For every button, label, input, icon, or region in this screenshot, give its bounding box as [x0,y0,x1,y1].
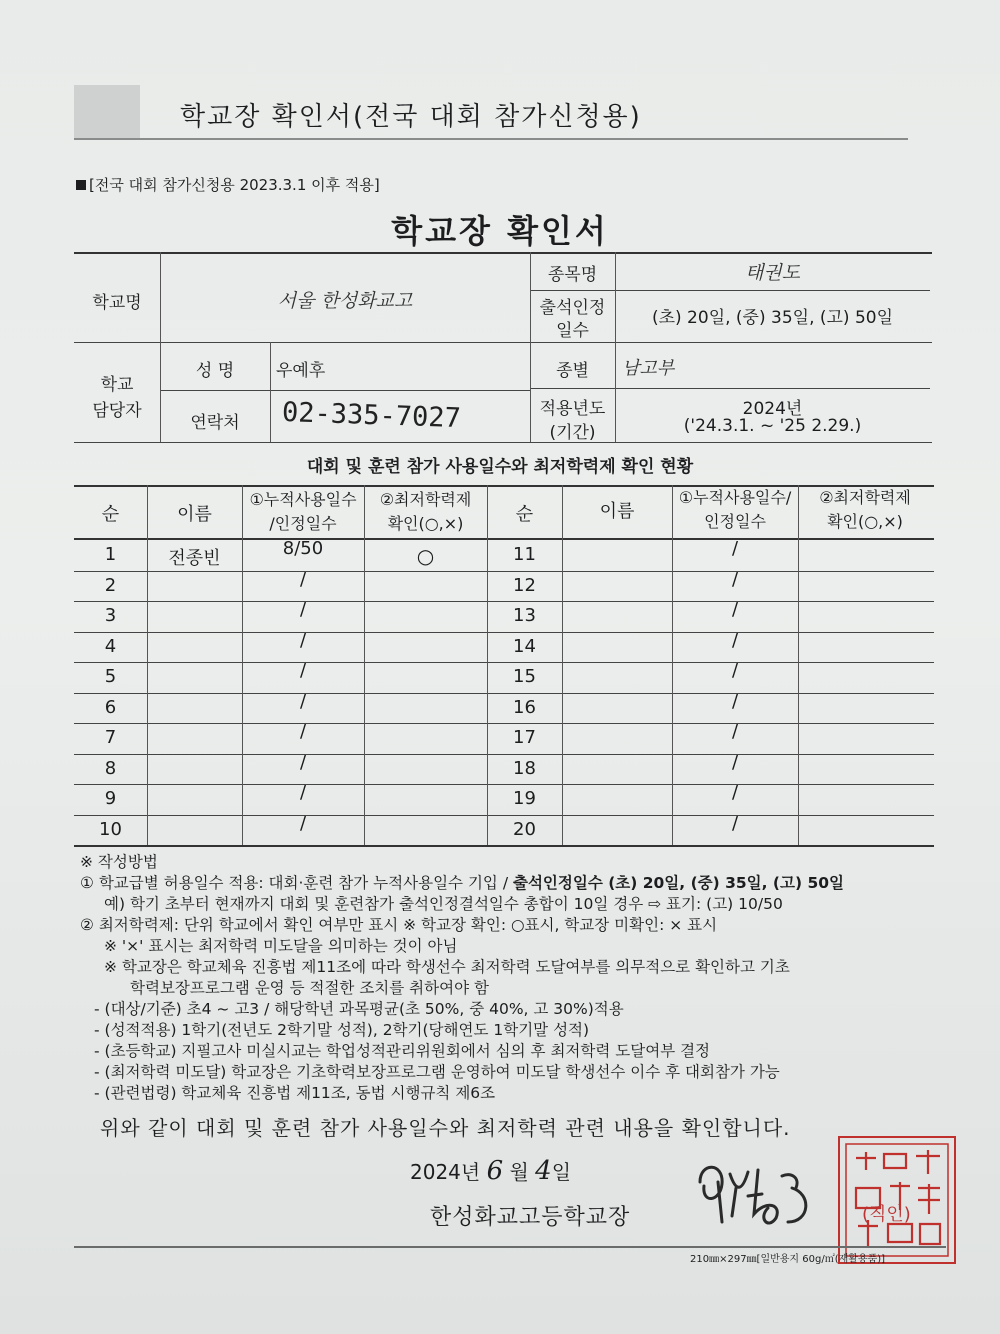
table-cell-days: / [731,782,739,803]
table-row-line [74,754,934,755]
note-2-sub-2b: 학력보장프로그램 운영 등 적절한 조치를 취하여야 함 [130,979,489,997]
name-value: 우예후 [276,361,326,381]
date-month: 6 [486,1156,504,1186]
square-bullet-icon [76,180,86,190]
table-column-line [798,485,799,845]
table-cell-no: 18 [513,757,536,779]
seal-label: (직인) [862,1204,911,1225]
detail-law: - (관련법령) 학교체육 진흥법 제11조, 동법 시행규칙 제6조 [94,1084,496,1102]
table-cell-days: / [731,721,739,742]
info-divider [270,342,271,442]
table-cell-days: / [731,599,739,620]
year-value: 2024년 [742,399,803,419]
table-row-line [74,571,934,572]
header-shade [74,85,140,140]
sport-value: 태권도 [744,262,801,284]
table-cell-days: / [299,629,307,651]
sport-label: 종목명 [547,265,598,285]
date-year: 2024년 [410,1160,481,1184]
confirmation-statement: 위와 같이 대회 및 훈련 참가 사용일수와 최저학력 관련 내용을 확인합니다. [100,1116,791,1140]
info-line [530,290,930,291]
date-month-unit: 월 [509,1160,529,1184]
table-caption: 대회 및 훈련 참가 사용일수와 최저학력제 확인 현황 [306,457,694,477]
table-cell-no: 17 [513,727,536,748]
table-column-line [562,485,563,845]
category-label: 종별 [556,361,589,381]
footer-rule [74,1246,946,1248]
table-cell-days: / [731,812,739,834]
table-cell-no: 4 [104,635,117,657]
note-1 [80,873,960,894]
header-name-right: 이름 [599,501,635,522]
heading-rule [74,138,908,140]
principal-signature [692,1152,822,1232]
detail-grades: - (성적적용) 1학기(전년도 2학기말 성적), 2학기(당해연도 1학기말 성적) [94,1021,590,1039]
manager-label-1: 학교 [100,375,134,395]
table-cell-days: / [731,538,739,559]
table-cell-no: 13 [513,605,536,626]
table-row-line [74,784,934,785]
table-cell-days: / [299,690,307,712]
header-min-1: ②최저학력제 [379,490,472,509]
table-cell-days: / [299,751,307,773]
table-cell-days: / [299,782,307,803]
header-days-right-1: ①누적사용일수/ [678,488,792,507]
school-label: 학교명 [92,293,142,313]
attend-label-1: 출석인정 [539,298,606,318]
table-row-line [74,632,934,633]
table-cell-min: ○ [416,544,435,568]
issue-date [410,1156,571,1186]
table-cell-no: 16 [513,696,536,718]
document-heading: 학교장 확인서(전국 대회 참가신청용) [180,102,642,132]
name-label: 성 명 [195,361,235,381]
header-no-right: 순 [515,504,534,525]
table-cell-days: / [731,629,739,651]
table-cell-days: / [731,751,739,773]
instructions [80,852,960,1104]
table-cell-no: 8 [104,757,117,779]
table-cell-no: 14 [513,635,536,657]
contact-label: 연락처 [190,413,240,433]
date-day-unit: 일 [551,1160,572,1184]
table-cell-no: 11 [513,544,536,565]
table-row-line [74,815,934,816]
detail-below-minimum: - (최저학력 미도달) 학교장은 기초학력보장프로그램 운영하여 미도달 학생선수 이수 후 대회참가 가능 [94,1063,780,1081]
table-cell-no: 19 [513,788,536,809]
date-day: 4 [535,1156,552,1186]
table-row-line [74,723,934,724]
table-cell-days: / [299,599,307,620]
table-cell-name: 전종빈 [168,548,221,569]
table-row-line [74,845,934,847]
detail-elementary: - (초등학교) 지필고사 미실시교는 학업성적관리위원회에서 심의 후 최저학력 도달여부 결정 [94,1042,711,1060]
table-cell-no: 1 [104,544,117,565]
header-days-1: ①누적사용일수 [249,490,357,509]
table-cell-no: 15 [513,666,536,687]
info-line [530,388,930,389]
table-row-line [74,601,934,602]
table-cell-no: 12 [513,574,536,596]
table-cell-no: 20 [513,818,536,840]
header-min-right-2: 확인(○,×) [827,512,903,531]
header-days-2: /인정일수 [269,514,337,533]
notes-heading: ※ 작성방법 [80,853,158,871]
note-1-emphasis: 출석인정일수 (초) 20일, (중) 35일, (고) 50일 [512,874,845,892]
form-title: 학교장 확인서 [391,212,609,250]
header-no: 순 [101,504,120,525]
note-2-sub-2: ※ 학교장은 학교체육 진흥법 제11조에 따라 학생선수 최저학력 도달여부를 의무적으로 확인하고 기초 [104,958,790,976]
table-cell-no: 9 [104,788,117,809]
contact-value: 02-335-7027 [281,396,462,435]
note-2: ② 최저학력제: 단위 학교에서 확인 여부만 표시 ※ 학교장 확인: ○표시, 학교장 미확인: × 표시 [80,916,718,934]
year-label-2: (기간) [549,423,596,443]
detail-target: - (대상/기준) 초4 ~ 고3 / 해당학년 과목평균(초 50%, 중 40%, 고 30%)적용 [94,1000,624,1018]
applies-text: [전국 대회 참가신청용 2023.3.1 이후 적용] [89,176,380,194]
header-name: 이름 [177,504,212,525]
table-cell-days: / [299,660,307,681]
table-cell-days: / [299,568,307,590]
info-line [74,342,932,343]
table-row-line [74,662,934,663]
info-top-border [74,252,932,254]
table-cell-no: 3 [104,605,117,626]
table-cell-no: 2 [104,574,117,596]
header-days-right-2: 인정일수 [704,512,766,531]
applies-note [76,174,380,195]
note-2-sub-1: ※ '×' 표시는 최저학력 미도달을 의미하는 것이 아님 [104,937,458,955]
info-line [74,442,932,443]
year-label-1: 적용년도 [539,399,606,419]
category-value: 남고부 [622,358,675,379]
table-row-line [74,693,934,694]
table-cell-days: / [731,660,739,681]
table-cell-no: 7 [104,727,117,748]
attend-label-2: 일수 [556,321,589,341]
table-cell-no: 5 [104,666,117,687]
table-column-line [364,485,365,845]
table-column-line [147,485,148,845]
table-cell-days: / [299,721,307,742]
school-value: 서울 한성화교고 [277,290,413,312]
table-cell-days: / [299,812,307,834]
header-min-right-1: ②최저학력제 [819,488,911,507]
note-1-text: ① 학교급별 허용일수 적용: 대회·훈련 참가 누적사용일수 기입 / [80,874,513,892]
note-1-example: 예) 학기 초부터 현재까지 대회 및 훈련참가 출석인정결석일수 총합이 10일 경우 ⇨ 표기: (고) 10/50 [104,895,783,913]
table-header-border [74,538,934,540]
principal-title: 한성화교고등학교장 [430,1205,631,1230]
table-cell-days: 8/50 [282,538,324,559]
info-line [160,390,530,391]
attend-value: (초) 20일, (중) 35일, (고) 50일 [651,308,894,328]
manager-label-2: 담당자 [92,401,142,421]
table-cell-days: / [731,568,739,590]
header-min-2: 확인(○,×) [387,514,464,533]
table-cell-no: 6 [104,696,117,718]
paper-spec: 210㎜×297㎜[일반용지 60g/㎡(재활용품)] [690,1254,886,1265]
table-cell-no: 10 [99,818,122,840]
period-value: ('24.3.1. ~ '25 2.29.) [683,416,862,436]
table-cell-days: / [731,690,739,712]
